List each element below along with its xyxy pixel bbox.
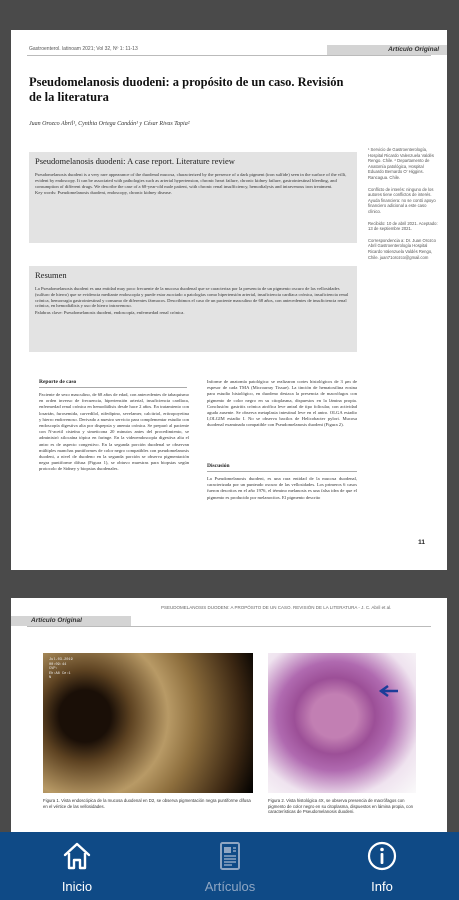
case-report-text: Paciente de sexo masculino, de 68 años de edad, con antecedentes de tabaquismo en orden inverso de frecuencia, hipertensión arterial, insuficiencia cardíaca, enfermedad renal crónica en hemodiálisis desde hace 2 años. En tratamiento con losartán, furosemida, carvedilol, nifedipino, sevelamer, calcitriol, eritropoyetina y hierro endovenoso. Derivado a nuestro servicio para complementar estudio con endoscopía digestiva alta por dispepsia y anemia crónica. Se preparó al paciente con N-acetil cisteína y simeticona 20 minutos antes del procedimiento, se administró xilocaína tópica en faringe. En la videoendoscopía digestiva alta el antro es de aspecto congestivo. En la segunda porción duodenal se observan múltiples manchas puntiformes de color negro compatibles con pseudomelanosis duodeni, a nivel de duodeno en la segunda porción se observa pigmentación negra puntiforme difusa (Figura 1), se obtuvo muestras para biopsias según protocolo de Sidney y biopsias duodenales. <box>39 392 189 472</box>
home-icon <box>61 840 93 872</box>
info-icon <box>366 840 398 872</box>
figure-2-caption: Figura 2. Vista histológica 4X, se observa presencia de macrófagos con pigmento de color negro en su citoplasma, dispuestos en lámina propia, con características de Pseudomelanosis duodeni. <box>268 798 413 814</box>
abstract-en-body: Pseudomelanosis duodeni is a very rare appearance of the duodenal mucosa, characterized by the presence of a dark pigment (iron sulfide) seen in the surface of the villi, evident by endoscopy. It can be associated with pathologies such as arterial hypertension, chronic heart failure, chronic kidney failure, gastrointestinal bleeding, and consumption of different drugs. We describe the case of a 68-year-old male patient, with chronic renal insufficiency, hemodialysis and intravenous iron treatment. <box>35 172 347 189</box>
affiliations: ¹ Servicio de Gastroenterología, Hospital Ricardo Valenzuela Valdés Rengo. Chile. ² Departamento de Anatomía patológica, Hospital Eduardo Bernardo O' Higgins. Rancagua. Chile. <box>368 147 434 180</box>
article-authors: Juan Orozco Abril¹, Cynthia Ortega Candán¹ y César Rivas Tapia² <box>29 121 190 127</box>
abstract-es-keywords: Palabras clave: Pseudomelanosis duodeni, endoscopía, enfermedad renal crónica. <box>35 310 185 316</box>
header-rule <box>27 55 431 56</box>
pathology-text: Informe de anatomía patológica: se realizaron cortes histológicos de 3 μm de espesor de cada TMA (Microarray Tissue). La tinción de hematoxilina eosina para estudio histológico, en duodeno destaca la presencia de macrófagos con pigmento de color negro en su citoplasma, dispuestos en la lámina propia. Conclusión: gastritis crónica atrófica leve antral de tipo folicular, con actividad aguda ausente. Se observa metaplasia intestinal leve en el antro. OLGA estadio I,OLGIM estadio I. No se observa bacilos de Helicobacter pylori. Mucosa duodenal examinada compatible con Pseudomelanosis duodeni (Figura 2). <box>207 379 357 428</box>
running-header: PSEUDOMELANOSIS DUODENI: A PROPÓSITO DE UN CASO. REVISIÓN DE LA LITERATURA - J. C. Abril et al. <box>161 605 392 610</box>
nav-label-articulos: Artículos <box>204 879 256 894</box>
document-icon <box>214 840 246 872</box>
header-rule <box>27 626 431 627</box>
case-report-heading: Reporte de caso <box>39 379 77 385</box>
abstract-es-heading: Resumen <box>35 270 67 280</box>
abstract-en-heading: Pseudomelanosis duodeni: A case report. Literature review <box>35 156 235 166</box>
page-number: 11 <box>418 539 425 546</box>
received-note: Recibido: 10 de abril 2021. Aceptado: 13 de septiembre 2021. <box>368 220 438 232</box>
pdf-page-2 <box>11 598 447 832</box>
abstract-es-body: La Pseudomelanosis duodeni es una entidad muy poco frecuente de la mucosa duodenal que se caracteriza por la presencia de un pigmento oscuro de las vellosidades (sulfuro de hierro) que se evidencia mediante endoscopía y puede estar asociado a patologías como hipertensión arterial, insuficiencia cardíaca crónica, insuficiencia renal crónica, hemorragia gastrointestinal y consumo de diferentes fármacos. Describimos el caso de un paciente masculino de 68 años, con antecedentes de insuficiencia renal crónica, en hemodiálisis y uso de hierro intravenoso. <box>35 286 349 309</box>
nav-item-articulos[interactable] <box>170 832 290 900</box>
discussion-heading: Discusión <box>207 463 230 469</box>
figure-2-histology-image <box>268 653 416 793</box>
endoscope-overlay: Jul-03-2019 00:09:44 CVP: Eh:A8 Ce:1 N <box>49 658 73 681</box>
nav-label-inicio: Inicio <box>61 879 93 894</box>
abstract-spanish <box>29 266 357 352</box>
section-band: Artículo Original <box>11 616 131 626</box>
nav-item-inicio[interactable] <box>17 832 137 900</box>
section-band: Artículo Original <box>327 45 447 55</box>
nav-item-info[interactable] <box>322 832 442 900</box>
side-notes <box>368 147 438 266</box>
correspondence-note: Correspondencia a: Dr. Juan Orozco Abril Gastroenterología Hospital Ricardo Valenzuela Valdés Rengo, Chile. juan71orozco@gmail.com <box>368 237 436 260</box>
discussion-text: La Pseudomelanosis duodeni, es una rara entidad de la mucosa duodenal, caracterizada por un punteado oscuro de las vellosidades. Los primeros 6 casos fueron descritos en el año 1976, el término melanosis es una falsa idea de que el pigmento es producido por melanocitos. El pigmento descrito <box>207 476 357 500</box>
abstract-english <box>29 152 357 243</box>
figure-1-caption: Figura 1. Vista endoscópica de la mucosa duodenal en D2, se observa pigmentación negra puntiforme difusa en el vértice de las vellosidades. <box>43 798 251 809</box>
discussion-heading-rule <box>207 471 357 472</box>
figure-1-endoscopy-image <box>43 653 253 793</box>
nav-label-info: Info <box>371 879 393 894</box>
conflict-note: Conflicto de interés: ninguno de los autores tiene conflictos de interés. Ayuda financiera: no se contó apoyo financiero adicional a este caso clínico. <box>368 186 436 214</box>
abstract-en-keywords: Key words: Pseudomelanosis duodeni, endoscopy, chronic kidney disease. <box>35 190 172 196</box>
case-heading-rule <box>39 387 187 388</box>
article-title: Pseudomelanosis duodeni: a propósito de un caso. Revisión de la literatura <box>29 75 344 104</box>
running-header: Gastroenterol. latinoam 2021; Vol 32, Nº 1: 11-13 <box>29 46 138 52</box>
pdf-page-1 <box>11 30 447 570</box>
histology-arrow-icon <box>268 653 416 793</box>
bottom-navigation-bar <box>0 832 459 900</box>
